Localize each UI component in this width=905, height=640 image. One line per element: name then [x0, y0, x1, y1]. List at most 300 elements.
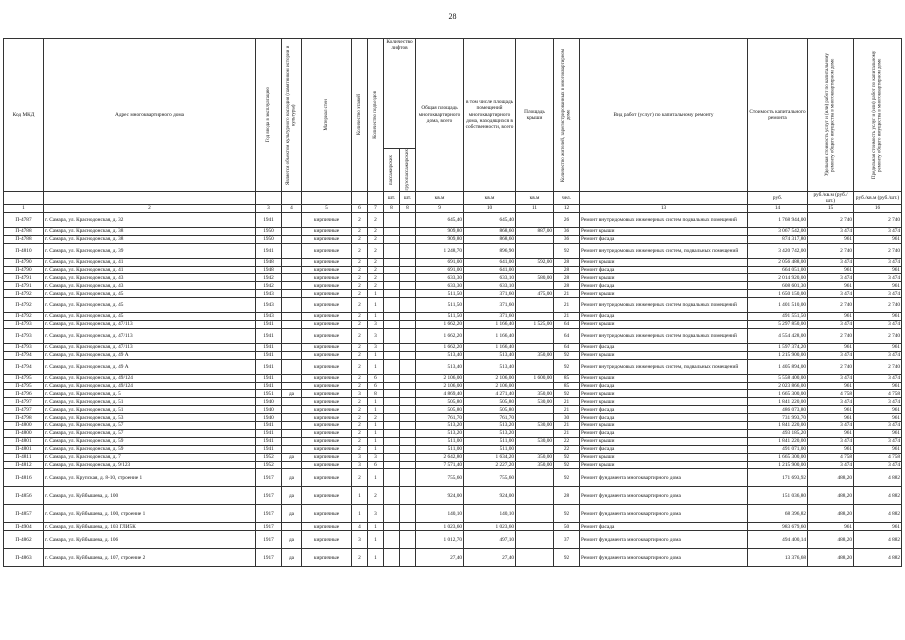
- cell-max-cost: 3 474: [854, 398, 902, 406]
- cell-floors: 2: [352, 243, 368, 258]
- cell-work-type: Ремонт внутридомовых инженерных систем подвальных помещений: [580, 298, 748, 313]
- cell-unit-cost: 2 740: [808, 243, 854, 258]
- cell-mkd-code: П-4792: [4, 313, 44, 321]
- cell-address: г. Самара, ул. Краснодонская, д. 47/113: [44, 328, 256, 343]
- cell-address: г. Самара, ул. Краснодонская, д. 49/124: [44, 374, 256, 382]
- cell-address: г. Самара, ул. Краснодонская, д. 41: [44, 258, 256, 266]
- cell-unit-cost: 961: [808, 406, 854, 414]
- cell-year: 1948: [256, 266, 282, 274]
- cell-walls: кирпичные: [302, 453, 352, 461]
- table-row: [4, 505, 902, 523]
- cell-entrances: 1: [368, 531, 384, 549]
- cell-walls: кирпичные: [302, 243, 352, 258]
- cell-roof-area: [516, 243, 554, 258]
- cell-address: г. Самара, ул. Крупская, д. 8-10, строение 1: [44, 469, 256, 487]
- col-num: 4: [282, 204, 302, 212]
- cell-year: 1941: [256, 374, 282, 382]
- cell-walls: кирпичные: [302, 298, 352, 313]
- cell-elev-cargo: [400, 453, 416, 461]
- cell-walls: кирпичные: [302, 398, 352, 406]
- cell-incl-area: 371,60: [464, 298, 516, 313]
- cell-elev-pass: [384, 469, 400, 487]
- cell-year: 1940: [256, 414, 282, 422]
- cell-heritage: [282, 274, 302, 282]
- cell-max-cost: 2 740: [854, 243, 902, 258]
- cell-year: 1943: [256, 313, 282, 321]
- cell-elev-pass: [384, 274, 400, 282]
- cell-year: 1941: [256, 429, 282, 437]
- cell-floors: 2: [352, 374, 368, 382]
- cell-incl-area: 371,60: [464, 290, 516, 298]
- cell-elev-cargo: [400, 414, 416, 422]
- header-cost: Стоимость капитального ремонта: [748, 39, 808, 192]
- cell-entrances: 1: [368, 398, 384, 406]
- cell-elev-pass: [384, 461, 400, 469]
- cell-address: г. Самара, ул. Краснодонская, д. 43: [44, 274, 256, 282]
- cell-work-type: Ремонт фасада: [580, 313, 748, 321]
- header-max-cost-cell: [854, 39, 902, 192]
- cell-mkd-code: П-4792: [4, 290, 44, 298]
- cell-residents: 92: [554, 469, 580, 487]
- cell-walls: кирпичные: [302, 437, 352, 445]
- table-row: [4, 235, 902, 243]
- cell-residents: 28: [554, 258, 580, 266]
- table-row: [4, 453, 902, 461]
- cell-mkd-code: П-4791: [4, 274, 44, 282]
- cell-mkd-code: П-4801: [4, 437, 44, 445]
- cell-cost: 3 420 742,00: [748, 243, 808, 258]
- cell-residents: 92: [554, 351, 580, 359]
- cell-total-area: 645,40: [416, 212, 464, 227]
- cell-roof-area: 350,00: [516, 351, 554, 359]
- cell-year: 1940: [256, 406, 282, 414]
- cell-heritage: [282, 343, 302, 351]
- header-residents: Количество жителей, зарегистрированных в многоквартирном доме: [561, 48, 572, 182]
- cell-heritage: [282, 445, 302, 453]
- cell-mkd-code: П-4788: [4, 227, 44, 235]
- col-num: 8: [400, 204, 416, 212]
- cell-unit-cost: 3 474: [808, 227, 854, 235]
- table-row: [4, 351, 902, 359]
- cell-heritage: [282, 374, 302, 382]
- cell-mkd-code: П-4857: [4, 505, 44, 523]
- table-row: [4, 298, 902, 313]
- cell-incl-area: 868,60: [464, 235, 516, 243]
- cell-heritage: [282, 290, 302, 298]
- cell-floors: 2: [352, 422, 368, 430]
- header-roof-area: Площадь крыши: [516, 39, 554, 192]
- cell-year: 1942: [256, 274, 282, 282]
- cell-walls: кирпичные: [302, 429, 352, 437]
- cell-heritage: да: [282, 469, 302, 487]
- col-num: 10: [464, 204, 516, 212]
- table-row: [4, 390, 902, 398]
- cell-heritage: [282, 429, 302, 437]
- cell-total-area: 2 106,00: [416, 382, 464, 390]
- cell-elev-cargo: [400, 282, 416, 290]
- cell-roof-area: [516, 414, 554, 422]
- header-elev-pass: пассажирских: [388, 154, 394, 185]
- cell-total-area: 505,80: [416, 398, 464, 406]
- cell-heritage: [282, 258, 302, 266]
- table-row: [4, 227, 902, 235]
- cell-elev-pass: [384, 235, 400, 243]
- cell-entrances: 6: [368, 461, 384, 469]
- cell-unit-cost: 2 740: [808, 212, 854, 227]
- cell-work-type: Ремонт крыши: [580, 390, 748, 398]
- cell-roof-area: 350,00: [516, 453, 554, 461]
- cell-entrances: 3: [368, 505, 384, 523]
- cell-heritage: да: [282, 549, 302, 567]
- cell-entrances: 1: [368, 351, 384, 359]
- cell-roof-area: 1 600,00: [516, 374, 554, 382]
- cell-floors: 2: [352, 290, 368, 298]
- cell-elev-cargo: [400, 390, 416, 398]
- cell-elev-cargo: [400, 351, 416, 359]
- page-number: 28: [448, 12, 457, 21]
- col-num: 14: [748, 204, 808, 212]
- cell-address: г. Самара, ул. Краснодонская, д. 49/124: [44, 382, 256, 390]
- cell-max-cost: 4 882: [854, 549, 902, 567]
- cell-roof-area: 475,00: [516, 290, 554, 298]
- col-num: 12: [554, 204, 580, 212]
- cell-residents: 37: [554, 531, 580, 549]
- header-floors: Количество этажей: [356, 94, 362, 136]
- cell-walls: кирпичные: [302, 374, 352, 382]
- cell-address: г. Самара, ул. Краснодонская, д. 49 А: [44, 351, 256, 359]
- cell-entrances: 1: [368, 523, 384, 531]
- cell-total-area: 691,00: [416, 266, 464, 274]
- cell-elev-cargo: [400, 406, 416, 414]
- cell-max-cost: 4 882: [854, 487, 902, 505]
- cell-incl-area: 2 106,00: [464, 374, 516, 382]
- unit-incl-area: кв.м: [464, 191, 516, 204]
- column-numbers-row: [4, 204, 902, 212]
- cell-elev-pass: [384, 505, 400, 523]
- cell-address: г. Самара, ул. Куйбышева, д. 107, строение 2: [44, 549, 256, 567]
- col-num: 16: [854, 204, 902, 212]
- cell-work-type: Ремонт фундамента многоквартирного дома: [580, 487, 748, 505]
- cell-walls: кирпичные: [302, 258, 352, 266]
- cell-elev-pass: [384, 282, 400, 290]
- cell-elev-pass: [384, 328, 400, 343]
- cell-roof-area: 530,00: [516, 437, 554, 445]
- table-row: [4, 243, 902, 258]
- cell-residents: 28: [554, 274, 580, 282]
- cell-elev-cargo: [400, 313, 416, 321]
- cell-unit-cost: 488,20: [808, 469, 854, 487]
- cell-roof-area: 580,00: [516, 274, 554, 282]
- cell-max-cost: 4 882: [854, 505, 902, 523]
- cell-year: 1950: [256, 235, 282, 243]
- cell-incl-area: 1 023,60: [464, 523, 516, 531]
- cell-unit-cost: 3 474: [808, 398, 854, 406]
- cell-unit-cost: 3 474: [808, 461, 854, 469]
- cell-unit-cost: 961: [808, 414, 854, 422]
- header-id: Код МКД: [4, 39, 44, 192]
- cell-heritage: [282, 298, 302, 313]
- table-row: [4, 359, 902, 374]
- cell-max-cost: 3 474: [854, 227, 902, 235]
- cell-roof-area: [516, 235, 554, 243]
- cell-address: г. Самара, ул. Краснодонская, д. 51: [44, 398, 256, 406]
- cell-incl-area: 513,20: [464, 429, 516, 437]
- cell-entrances: 1: [368, 359, 384, 374]
- cell-walls: кирпичные: [302, 351, 352, 359]
- cell-residents: 36: [554, 235, 580, 243]
- cell-elev-pass: [384, 422, 400, 430]
- cell-mkd-code: П-4801: [4, 445, 44, 453]
- table-row: [4, 382, 902, 390]
- cell-residents: 92: [554, 359, 580, 374]
- unit-cost: руб.: [748, 191, 808, 204]
- cell-mkd-code: П-4794: [4, 359, 44, 374]
- cell-roof-area: [516, 382, 554, 390]
- cell-residents: 21: [554, 429, 580, 437]
- cell-floors: 2: [352, 258, 368, 266]
- cell-heritage: [282, 359, 302, 374]
- cell-walls: кирпичные: [302, 282, 352, 290]
- cell-address: г. Самара, ул. Краснодонская, д. 43: [44, 282, 256, 290]
- cell-heritage: [282, 382, 302, 390]
- cell-cost: 491 071,00: [748, 445, 808, 453]
- cell-incl-area: 511,00: [464, 437, 516, 445]
- cell-year: 1941: [256, 243, 282, 258]
- cell-residents: 28: [554, 282, 580, 290]
- cell-year: 1940: [256, 398, 282, 406]
- cell-work-type: Ремонт фасада: [580, 523, 748, 531]
- cell-incl-area: 633,10: [464, 274, 516, 282]
- cell-year: 1941: [256, 321, 282, 329]
- table-row: [4, 549, 902, 567]
- cell-walls: кирпичные: [302, 227, 352, 235]
- cell-roof-area: [516, 266, 554, 274]
- cell-floors: 2: [352, 445, 368, 453]
- cell-year: 1917: [256, 469, 282, 487]
- table-row: [4, 422, 902, 430]
- cell-cost: 2 056 488,00: [748, 258, 808, 266]
- cell-max-cost: 961: [854, 382, 902, 390]
- cell-residents: 92: [554, 549, 580, 567]
- cell-entrances: 6: [368, 382, 384, 390]
- cell-floors: 2: [352, 429, 368, 437]
- cell-work-type: Ремонт крыши: [580, 461, 748, 469]
- cell-heritage: [282, 422, 302, 430]
- cell-elev-cargo: [400, 235, 416, 243]
- cell-residents: 50: [554, 523, 580, 531]
- cell-incl-area: 645,40: [464, 212, 516, 227]
- cell-elev-cargo: [400, 212, 416, 227]
- cell-elev-pass: [384, 243, 400, 258]
- cell-max-cost: 3 474: [854, 461, 902, 469]
- cell-walls: кирпичные: [302, 382, 352, 390]
- cell-year: 1950: [256, 227, 282, 235]
- cell-residents: 85: [554, 374, 580, 382]
- col-num: 8: [384, 204, 400, 212]
- cell-residents: 64: [554, 328, 580, 343]
- cell-max-cost: 3 474: [854, 437, 902, 445]
- cell-walls: кирпичные: [302, 422, 352, 430]
- cell-address: г. Самара, ул. Куйбышева, д. 100: [44, 487, 256, 505]
- cell-address: г. Самара, ул. Краснодонская, д. 45: [44, 298, 256, 313]
- cell-walls: кирпичные: [302, 290, 352, 298]
- cell-total-area: 511,50: [416, 313, 464, 321]
- cell-walls: кирпичные: [302, 343, 352, 351]
- cell-total-area: 513,40: [416, 359, 464, 374]
- cell-roof-area: [516, 359, 554, 374]
- cell-elev-cargo: [400, 359, 416, 374]
- col-num: 13: [580, 204, 748, 212]
- cell-elev-pass: [384, 445, 400, 453]
- header-entrances-cell: [368, 39, 384, 192]
- cell-max-cost: 961: [854, 429, 902, 437]
- cell-elev-cargo: [400, 274, 416, 282]
- cell-unit-cost: 3 474: [808, 437, 854, 445]
- cell-entrances: 2: [368, 258, 384, 266]
- cell-residents: 22: [554, 445, 580, 453]
- cell-floors: 4: [352, 523, 368, 531]
- cell-year: 1941: [256, 343, 282, 351]
- cell-roof-area: [516, 298, 554, 313]
- cell-mkd-code: П-4787: [4, 212, 44, 227]
- cell-address: г. Самара, ул. Краснодонская, д. 32: [44, 212, 256, 227]
- cell-walls: кирпичные: [302, 274, 352, 282]
- cell-floors: 2: [352, 321, 368, 329]
- cell-mkd-code: П-4810: [4, 243, 44, 258]
- cell-max-cost: 961: [854, 523, 902, 531]
- cell-cost: 486 073,80: [748, 406, 808, 414]
- cell-incl-area: 513,20: [464, 422, 516, 430]
- cell-unit-cost: 3 474: [808, 422, 854, 430]
- cell-entrances: 6: [368, 374, 384, 382]
- cell-entrances: 1: [368, 445, 384, 453]
- cell-residents: 26: [554, 212, 580, 227]
- cell-cost: 874 317,80: [748, 235, 808, 243]
- cell-incl-area: 505,80: [464, 398, 516, 406]
- cell-work-type: Ремонт крыши: [580, 227, 748, 235]
- col-num: 1: [4, 204, 44, 212]
- cell-max-cost: 961: [854, 406, 902, 414]
- cell-incl-area: 2 227,20: [464, 461, 516, 469]
- cell-floors: 2: [352, 343, 368, 351]
- header-max-cost: Предельная стоимость услуг и (или) работ по капитальному ремонту общего имущества в многоквартирном доме: [872, 50, 883, 179]
- cell-total-area: 513,20: [416, 422, 464, 430]
- cell-roof-area: [516, 531, 554, 549]
- cell-elev-pass: [384, 313, 400, 321]
- cell-year: 1941: [256, 422, 282, 430]
- cell-residents: 21: [554, 406, 580, 414]
- cell-address: г. Самара, ул. Краснодонская, д. 47/113: [44, 343, 256, 351]
- cell-total-area: 761,70: [416, 414, 464, 422]
- cell-address: г. Самара, ул. Краснодонская, д. 59: [44, 437, 256, 445]
- table-body: [4, 212, 902, 566]
- cell-walls: кирпичные: [302, 531, 352, 549]
- cell-max-cost: 961: [854, 266, 902, 274]
- cell-unit-cost: 961: [808, 343, 854, 351]
- cell-floors: 2: [352, 328, 368, 343]
- cell-mkd-code: П-4793: [4, 343, 44, 351]
- cell-work-type: Ремонт крыши: [580, 274, 748, 282]
- cell-cost: 1 597 374,20: [748, 343, 808, 351]
- cell-work-type: Ремонт фасада: [580, 282, 748, 290]
- cell-mkd-code: П-4793: [4, 328, 44, 343]
- cell-total-area: 633,30: [416, 282, 464, 290]
- cell-mkd-code: П-4798: [4, 414, 44, 422]
- cell-cost: 68 396,82: [748, 505, 808, 523]
- cell-walls: кирпичные: [302, 328, 352, 343]
- header-residents-cell: [554, 39, 580, 192]
- cell-address: г. Самара, ул. Краснодонская, д. 49 А: [44, 359, 256, 374]
- cell-total-area: 755,60: [416, 469, 464, 487]
- cell-elev-cargo: [400, 523, 416, 531]
- cell-cost: 983 679,60: [748, 523, 808, 531]
- cell-roof-area: 530,00: [516, 398, 554, 406]
- cell-year: 1917: [256, 487, 282, 505]
- cell-incl-area: 633,10: [464, 282, 516, 290]
- cell-year: 1948: [256, 258, 282, 266]
- cell-mkd-code: П-4800: [4, 429, 44, 437]
- cell-elev-pass: [384, 290, 400, 298]
- cell-floors: 2: [352, 414, 368, 422]
- cell-mkd-code: П-4792: [4, 298, 44, 313]
- cell-heritage: [282, 437, 302, 445]
- cell-elev-cargo: [400, 531, 416, 549]
- cell-total-area: 2 642,80: [416, 453, 464, 461]
- cell-elev-cargo: [400, 374, 416, 382]
- cell-cost: 1 401 510,00: [748, 298, 808, 313]
- cell-elev-pass: [384, 406, 400, 414]
- cell-mkd-code: П-4790: [4, 258, 44, 266]
- cell-incl-area: 513,40: [464, 351, 516, 359]
- cell-incl-area: 513,40: [464, 359, 516, 374]
- cell-roof-area: [516, 487, 554, 505]
- cell-heritage: [282, 398, 302, 406]
- cell-incl-area: 641,00: [464, 266, 516, 274]
- cell-floors: 2: [352, 282, 368, 290]
- cell-roof-area: [516, 282, 554, 290]
- cell-max-cost: 3 474: [854, 422, 902, 430]
- cell-unit-cost: 488,20: [808, 531, 854, 549]
- cell-elev-pass: [384, 531, 400, 549]
- cell-unit-cost: 3 474: [808, 374, 854, 382]
- cell-entrances: 3: [368, 343, 384, 351]
- cell-year: 1941: [256, 212, 282, 227]
- cell-total-area: 633,30: [416, 274, 464, 282]
- cell-roof-area: 350,00: [516, 461, 554, 469]
- cell-heritage: [282, 243, 302, 258]
- cell-residents: 21: [554, 290, 580, 298]
- cell-year: 1943: [256, 290, 282, 298]
- cell-total-area: 909,80: [416, 227, 464, 235]
- cell-total-area: 1 662,20: [416, 321, 464, 329]
- cell-year: 1917: [256, 549, 282, 567]
- cell-unit-cost: 3 474: [808, 290, 854, 298]
- cell-incl-area: 511,00: [464, 445, 516, 453]
- cell-mkd-code: П-4795: [4, 374, 44, 382]
- cell-cost: 5 558 400,00: [748, 374, 808, 382]
- cell-heritage: [282, 266, 302, 274]
- cell-cost: 2 023 866,00: [748, 382, 808, 390]
- cell-roof-area: 592,00: [516, 258, 554, 266]
- cell-heritage: [282, 328, 302, 343]
- cell-unit-cost: 488,20: [808, 549, 854, 567]
- cell-walls: кирпичные: [302, 390, 352, 398]
- cell-cost: 1 215 900,00: [748, 351, 808, 359]
- cell-walls: кирпичные: [302, 461, 352, 469]
- col-num: 6: [352, 204, 368, 212]
- cell-entrances: 2: [368, 235, 384, 243]
- cell-cost: 1 405 894,00: [748, 359, 808, 374]
